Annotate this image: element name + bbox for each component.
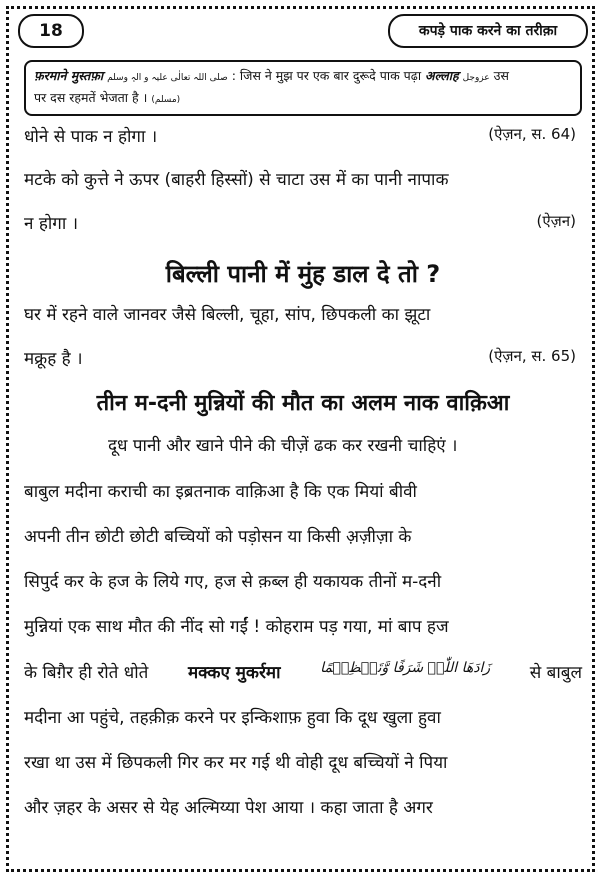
hadith-source: (مسلم) bbox=[151, 95, 181, 105]
hadith-box bbox=[24, 60, 582, 116]
paragraph-line-4: सिपुर्द कर के हज के लिये गए, हज से क़ब्ल ही यकायक तीनों म-दनी bbox=[24, 572, 442, 592]
hadith-line-1 bbox=[34, 66, 572, 88]
hadith-line-2 bbox=[34, 88, 572, 110]
body-line-5-text: मक्रूह है । bbox=[24, 349, 83, 369]
body-line-1-text: धोने से पाक न होगा । bbox=[24, 127, 158, 147]
body-line-3-text: न होगा । bbox=[24, 214, 79, 234]
body-line-1 bbox=[24, 124, 582, 147]
hadith-allah: अल्लाह bbox=[425, 68, 459, 83]
paragraph-line-8: रखा था उस में छिपकली गिर कर मर गई थी वोही दूध बच्चियों ने पिया bbox=[24, 753, 448, 773]
running-title: कपड़े पाक करने का तरीक़ा bbox=[388, 14, 588, 48]
paragraph-line-7: मदीना आ पहुंचे, तहक़ीक़ करने पर इन्किशाफ़ हुवा कि दूध खुला हुवा bbox=[24, 708, 441, 728]
paragraph-line-6-a: के बिग़ैर ही रोते धोते bbox=[24, 663, 149, 683]
hadith-lead: फ़रमाने मुस्तफ़ा bbox=[34, 68, 104, 83]
body-line-3 bbox=[24, 211, 582, 234]
paragraph-line-5: मुन्नियां एक साथ मौत की नींद सो गईं ! कोहराम पड़ गया, मां बाप हज bbox=[24, 617, 449, 637]
body-line-4: घर में रहने वाले जानवर जैसे बिल्ली, चूहा, सांप, छिपकली का झूटा bbox=[24, 305, 431, 325]
heading-three-girls: तीन म-दनी मुन्नियों की मौत का अलम नाक वाक़िआ bbox=[96, 391, 510, 416]
paragraph-line-3: अपनी तीन छोटी छोटी बच्चियों को पड़ोसन या किसी अ़ज़ीज़ा के bbox=[24, 527, 412, 547]
hadith-azza-wajal: عزوجل bbox=[462, 73, 490, 83]
heading-cat-water: बिल्ली पानी में मुंह डाल दे तो ? bbox=[165, 260, 441, 288]
makkah-mukarramah: मक्कए मुकर्रमा bbox=[187, 663, 281, 683]
paragraph-line-6-d: से बाबुल bbox=[529, 663, 582, 683]
body-line-1-ref: (ऐज़न, स. 64) bbox=[488, 125, 576, 143]
page-number: 18 bbox=[18, 14, 84, 48]
hadith-salutation: صلی اللہ تعالٰی علیہ و الہٖ وسلم bbox=[107, 73, 228, 83]
paragraph-line-1: दूध पानी और खाने पीने की चीज़ें ढक कर रखनी चाहिएं । bbox=[108, 436, 458, 456]
hadith-text-3: पर दस रहमतें भेजता है । bbox=[34, 90, 148, 105]
paragraph-line-2: बाबुल मदीना कराची का इब्रतनाक वाक़िआ है कि एक मियां बीवी bbox=[24, 482, 417, 502]
paragraph-line-6 bbox=[24, 660, 582, 683]
hadith-text-2: उस bbox=[493, 68, 509, 83]
arabic-honorific: زَادَھَا اللّٰہُ شَرَفًا وَّتَعۡظِیۡمًا bbox=[320, 660, 491, 676]
body-line-5 bbox=[24, 346, 582, 369]
body-line-3-ref: (ऐज़न) bbox=[536, 212, 576, 230]
paragraph-line-9: और ज़हर के असर से येह अल्मिय्या पेश आया । कहा जाता है अगर bbox=[24, 798, 433, 818]
hadith-text-1: : जिस ने मुझ पर एक बार दुरूदे पाक पढ़ा bbox=[231, 68, 422, 83]
body-line-2: मटके को कुत्ते ने ऊपर (बाहरी हिस्सों) से चाटा उस में का पानी नापाक bbox=[24, 170, 449, 190]
body-line-5-ref: (ऐज़न, स. 65) bbox=[488, 347, 576, 365]
